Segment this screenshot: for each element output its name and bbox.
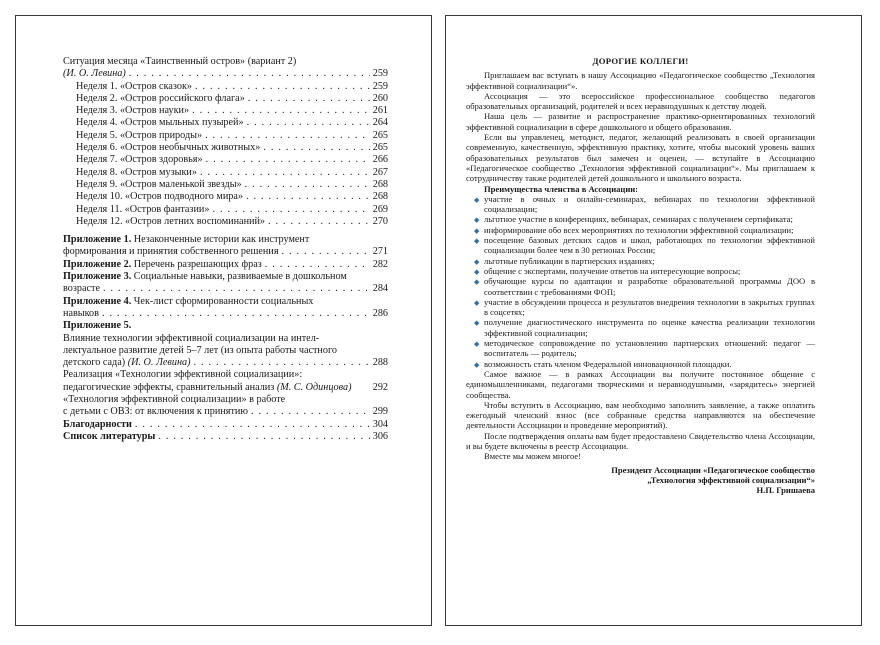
toc-entry-realization[interactable]	[63, 382, 388, 394]
right-page	[445, 15, 862, 626]
appendix-label: Приложение 5.	[63, 320, 132, 332]
toc-page-number: 265	[372, 129, 388, 141]
dot-leader	[246, 191, 370, 203]
toc-article-text: педагогические эффекты, сравнительный анализ	[63, 381, 275, 393]
toc-entry-appendix-3[interactable]	[63, 283, 388, 295]
benefit-text: информирование обо всех мероприятиях по технологии эффективной социализации;	[484, 224, 794, 235]
benefit-text: методическое сопровождение по установлению партнерских отношений: педагог — воспитатель — родитель;	[484, 338, 815, 359]
toc-author: (И. О. Левина)	[63, 68, 126, 80]
signature-title-line: „Технология эффективной социализации“»	[647, 474, 815, 485]
toc-article-line: «Технология эффективной социализации» в работе	[63, 394, 286, 406]
benefit-text: участие в обсуждении процесса и результатов внедрения технологии в закрытых группах в соцсетях;	[484, 296, 815, 318]
toc-article-line	[63, 382, 351, 394]
toc-article-line: Влияние технологии эффективной социализации на интел-	[63, 332, 320, 344]
signature-block	[466, 465, 815, 496]
toc-appendix-4-title	[63, 296, 388, 308]
appendix-title	[63, 259, 262, 271]
toc-entry-appendix-2[interactable]	[63, 259, 388, 271]
toc-week-entry[interactable]	[63, 130, 388, 142]
signature-name: Н.П. Гришаева	[756, 485, 815, 496]
benefit-text: льготное участие в конференциях, вебинарах, семинарах с получением сертификата;	[484, 214, 793, 225]
dot-leader	[263, 142, 369, 154]
toc-article-line	[63, 357, 191, 369]
dot-leader	[129, 68, 370, 80]
toc-appendix-5-title	[63, 320, 388, 332]
toc-week-entry[interactable]	[63, 216, 388, 228]
signature-title-line: Президент Ассоциации «Педагогическое сообщество	[611, 464, 815, 475]
toc-page-number: 292	[372, 381, 388, 393]
toc-week-entry[interactable]	[63, 81, 388, 93]
benefit-item	[466, 225, 815, 235]
left-page	[15, 15, 432, 626]
diamond-bullet-icon: ◆	[474, 360, 480, 369]
toc-week-entry[interactable]	[63, 191, 388, 203]
diamond-bullet-icon: ◆	[474, 226, 480, 235]
dot-leader	[194, 357, 370, 369]
benefit-text: общение с экспертами, получение ответов на интересующие вопросы;	[484, 265, 741, 276]
toc-page-number: 282	[372, 258, 388, 270]
dot-leader	[135, 419, 370, 431]
letter-paragraph: После подтверждения оплаты вам будет предоставлено Свидетельство члена Ассоциации, и вы будете включены в реестр Ассоциации.	[466, 430, 815, 451]
toc-appendix-1-title	[63, 234, 388, 246]
dot-leader	[251, 406, 370, 418]
toc-week-entry[interactable]	[63, 105, 388, 117]
toc-article-text: с детьми с ОВЗ: от включения к принятию	[63, 406, 248, 418]
diamond-bullet-icon: ◆	[474, 195, 480, 204]
benefit-item	[466, 266, 815, 276]
toc-week-label: Неделя 6. «Остров необычных животных»	[76, 142, 261, 154]
toc-week-label: Неделя 8. «Остров музыки»	[76, 166, 197, 178]
toc-page-number: 264	[372, 117, 388, 129]
toc-page-number: 306	[372, 430, 388, 442]
appendix-text: формирования и принятия собственного решения	[63, 246, 279, 258]
diamond-bullet-icon: ◆	[474, 237, 480, 246]
toc-page-number: 267	[372, 166, 388, 178]
letter-paragraph: Ассоциация — это всероссийское профессиональное сообщество педагогов образовательных организаций, родителей и всех неравнодушных к детству людей.	[466, 90, 815, 112]
toc-week-label: Неделя 4. «Остров мыльных пузырей»	[76, 117, 244, 129]
diamond-bullet-icon: ◆	[474, 340, 480, 349]
toc-literature: Список литературы	[63, 430, 156, 442]
diamond-bullet-icon: ◆	[474, 267, 480, 276]
letter-heading: ДОРОГИЕ КОЛЛЕГИ!	[592, 56, 689, 66]
toc-page-number: 269	[372, 203, 388, 215]
toc-entry-appendix-4[interactable]	[63, 308, 388, 320]
toc-week-label: Неделя 3. «Остров науки»	[76, 105, 190, 117]
toc-page-number: 286	[372, 307, 388, 319]
toc-page-number: 299	[372, 406, 388, 418]
appendix-label: Приложение 4.	[63, 295, 132, 307]
toc-author: (М. С. Одинцова)	[276, 381, 352, 393]
appendix-text: Социальные навыки, развиваемые в дошкольном	[131, 271, 347, 283]
toc-week-label: Неделя 11. «Остров фантазии»	[76, 203, 210, 215]
toc-week-entry[interactable]	[63, 167, 388, 179]
toc-week-entry[interactable]	[63, 179, 388, 191]
toc-page-number: 259	[372, 80, 388, 92]
toc-week-label: Неделя 9. «Остров маленькой звезды»	[76, 178, 242, 190]
letter-paragraph: Самое важное — в рамках Ассоциации вы получите постоянное общение с единомышленниками, педагогами творческими и неравнодушными, «зарядитесь» энергией сообщества.	[466, 368, 815, 400]
toc-week-entry[interactable]	[63, 93, 388, 105]
letter-paragraph: Наша цель — развитие и распространение практико-ориентированных технологий эффективной социализации в сфере дошкольного и общего образования.	[466, 111, 815, 132]
toc-page-number: 265	[372, 142, 388, 154]
benefits-list	[466, 194, 815, 369]
toc-week-entry[interactable]	[63, 154, 388, 166]
appendix-text: возрасте	[63, 283, 100, 295]
dot-leader	[192, 105, 370, 117]
dot-leader	[102, 308, 370, 320]
toc-entry-situation[interactable]	[63, 68, 388, 80]
dot-leader	[212, 204, 369, 216]
diamond-bullet-icon: ◆	[474, 216, 480, 225]
benefit-item	[466, 235, 815, 256]
appendix-label: Приложение 3.	[63, 271, 132, 283]
benefit-item	[466, 317, 815, 338]
benefit-text: участие в очных и онлайн-семинарах, вебинарах по технологии эффективной социализации;	[484, 193, 815, 215]
dot-leader	[103, 283, 370, 295]
dot-leader	[205, 130, 370, 142]
appendix-text: Перечень разрешающих фраз	[131, 258, 262, 270]
toc-situation-title: Ситуация месяца «Таинственный остров» (вариант 2)	[63, 56, 297, 67]
letter-paragraph: Чтобы вступить в Ассоциацию, вам необходимо заполнить заявление, а также оплатить ежегодный членский взнос (все собранные средства направляются на обеспечение деятельности Ассоциации и проведение мероприятий).	[466, 399, 815, 431]
diamond-bullet-icon: ◆	[474, 319, 480, 328]
toc-page-number: 304	[372, 418, 388, 430]
toc-week-label: Неделя 7. «Остров здоровья»	[76, 154, 203, 166]
benefit-item	[466, 276, 815, 297]
dot-leader	[245, 179, 370, 191]
letter-paragraph: Приглашаем вас вступать в нашу Ассоциацию «Педагогическое сообщество „Технология эффективной социализации“».	[466, 70, 815, 91]
appendix-label: Приложение 2.	[63, 258, 132, 270]
toc-article-line: Реализация «Технологии эффективной социализации»:	[63, 369, 303, 381]
appendix-label: Приложение 1.	[63, 234, 132, 246]
benefit-item	[466, 256, 815, 266]
toc-article-line: лектуальное развитие детей 5–7 лет (из опыта работы частного	[63, 344, 337, 356]
benefit-text: возможность стать членом Федеральной инновационной площадки.	[484, 358, 732, 369]
association-letter	[466, 56, 815, 495]
dot-leader	[265, 259, 370, 271]
toc-entry-influence[interactable]	[63, 357, 388, 369]
toc-week-label: Неделя 12. «Остров летних воспоминаний»	[76, 215, 266, 227]
toc-week-label: Неделя 1. «Остров сказок»	[76, 80, 192, 92]
dot-leader	[268, 216, 370, 228]
dot-leader	[206, 154, 370, 166]
appendix-text: навыков	[63, 307, 99, 319]
letter-paragraph: Если вы управленец, методист, педагог, желающий реализовать в своей организации современную, качественную, эффективную практику, хотите, чтобы высокий уровень ваших образовательных результатов был замечен и оценен, — вступайте в Ассоциацию «Педагогическое сообщество „Технология эффективной социализации“». Мы приглашаем к сотрудничеству также родителей детей дошкольного и школьного возраста.	[466, 132, 815, 184]
dot-leader	[195, 81, 370, 93]
appendix-text: Чек-лист сформированности социальных	[131, 295, 314, 307]
toc-page-number: 259	[372, 68, 388, 80]
dot-leader	[158, 431, 369, 443]
toc-thanks: Благодарности	[63, 418, 132, 430]
toc-page-number: 268	[372, 178, 388, 190]
benefits-heading: Преимущества членства в Ассоциации:	[484, 183, 639, 194]
diamond-bullet-icon: ◆	[474, 278, 480, 287]
dot-leader	[248, 93, 370, 105]
toc-entry-ovz[interactable]	[63, 406, 388, 418]
toc-appendix-3-title	[63, 271, 388, 283]
toc-page-number: 288	[372, 357, 388, 369]
toc-page-number: 270	[372, 215, 388, 227]
toc-page-number: 266	[372, 154, 388, 166]
toc-page-number: 260	[372, 92, 388, 104]
benefit-text: посещение базовых детских садов и школ, работающих по технологии эффективной социализации более чем в 30 регионах России;	[484, 235, 815, 256]
toc-week-entry[interactable]	[63, 117, 388, 129]
toc-page-number: 271	[372, 246, 388, 258]
diamond-bullet-icon: ◆	[474, 257, 480, 266]
toc-entry-appendix-1[interactable]	[63, 246, 388, 258]
toc-author: (И. О. Левина)	[127, 357, 191, 369]
dot-leader	[282, 246, 370, 258]
dot-leader	[200, 167, 370, 179]
toc-entry-literature[interactable]	[63, 431, 388, 443]
toc-page-number: 268	[372, 191, 388, 203]
benefit-item	[466, 297, 815, 318]
toc-page-number: 284	[372, 283, 388, 295]
benefit-item	[466, 214, 815, 224]
letter-paragraph: Вместе мы можем многое!	[484, 451, 582, 462]
benefit-text: льготные публикации в партнерских изданиях;	[484, 255, 655, 266]
toc-weeks-list	[63, 81, 388, 229]
toc-entry-thanks[interactable]	[63, 419, 388, 431]
appendix-text: Незаконченные истории как инструмент	[131, 234, 310, 246]
toc-article-text: детского сада)	[63, 357, 126, 369]
toc-week-entry[interactable]	[63, 204, 388, 216]
toc-week-label: Неделя 2. «Остров российского флага»	[76, 92, 245, 104]
benefit-item	[466, 194, 815, 215]
toc-week-label: Неделя 5. «Остров природы»	[76, 129, 203, 141]
diamond-bullet-icon: ◆	[474, 298, 480, 307]
benefit-item	[466, 338, 815, 359]
dot-leader	[247, 117, 370, 129]
toc-week-label: Неделя 10. «Остров подводного мира»	[76, 191, 244, 203]
table-of-contents	[63, 56, 388, 443]
toc-week-entry[interactable]	[63, 142, 388, 154]
benefit-text: получение диагностического инструмента по оценке качества реализации технологии эффективной социализации;	[484, 317, 815, 338]
toc-page-number: 261	[372, 105, 388, 117]
benefit-text: обучающие курсы по адаптации и разработке образовательной программы ДОО в соответствии с требованиями ФОП;	[484, 276, 815, 297]
benefit-item	[466, 359, 815, 369]
